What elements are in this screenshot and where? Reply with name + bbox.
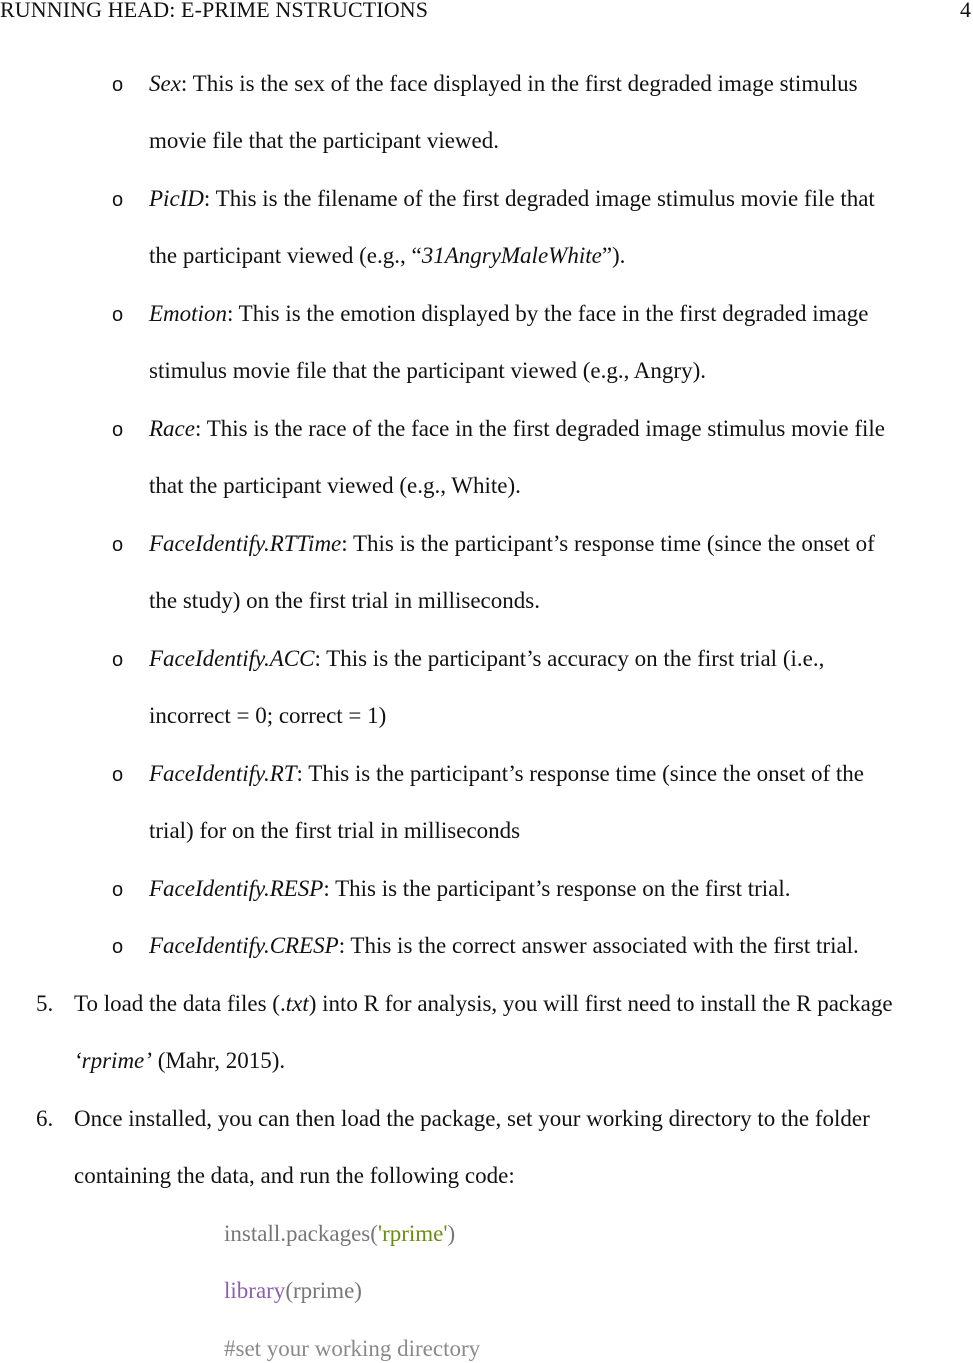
- step-number: 6.: [36, 1106, 54, 1131]
- field-term: Emotion: [149, 301, 227, 326]
- list-item: [149, 932, 859, 960]
- field-desc: : This is the participant’s accuracy on the first trial (i.e.,: [314, 646, 825, 671]
- field-term: FaceIdentify.RESP: [149, 876, 324, 901]
- field-desc: : This is the participant’s response time (since the onset of: [341, 531, 875, 556]
- field-desc: : This is the participant’s response time (since the onset of the: [296, 761, 864, 786]
- field-desc-cont: [149, 242, 625, 270]
- page-number: 4: [960, 0, 971, 22]
- step-text-cont: [74, 1047, 285, 1075]
- step-text-part: (Mahr, 2015).: [151, 1048, 286, 1073]
- field-term: Race: [149, 416, 195, 441]
- bullet-icon: o: [112, 304, 124, 326]
- step-text-part: ) into R for analysis, you will first need to install the R package: [308, 991, 893, 1016]
- field-desc: : This is the race of the face in the first degraded image stimulus movie file: [194, 416, 885, 441]
- code-line: [224, 1220, 455, 1248]
- field-desc-cont: stimulus movie file that the participant viewed (e.g., Angry).: [149, 358, 706, 383]
- code-line: [224, 1277, 362, 1305]
- field-term: FaceIdentify.ACC: [149, 646, 315, 671]
- field-term: Sex: [149, 71, 181, 96]
- bullet-icon: o: [112, 534, 124, 556]
- code-punct: ): [447, 1221, 456, 1246]
- field-desc: : This is the emotion displayed by the face in the first degraded image: [226, 301, 869, 326]
- bullet-icon: o: [112, 189, 124, 211]
- desc-text: ”).: [601, 243, 626, 268]
- field-desc-cont: movie file that the participant viewed.: [149, 128, 499, 153]
- list-item: [149, 760, 864, 788]
- bullet-icon: o: [112, 649, 124, 671]
- bullet-icon: o: [112, 74, 124, 96]
- package-name: ‘rprime’: [74, 1048, 152, 1073]
- field-desc-cont: incorrect = 0; correct = 1): [149, 703, 387, 728]
- list-item: [149, 530, 875, 558]
- code-args: (rprime): [285, 1278, 362, 1303]
- running-head-title: RUNNING HEAD: E-PRIME NSTRUCTIONS: [0, 0, 429, 22]
- field-term: PicID: [149, 186, 204, 211]
- field-desc: : This is the participant’s response on the first trial.: [323, 876, 791, 901]
- step-text-cont: containing the data, and run the following code:: [74, 1163, 515, 1188]
- bullet-icon: o: [112, 764, 124, 786]
- field-desc-cont: the study) on the first trial in milliseconds.: [149, 588, 540, 613]
- desc-text: the participant viewed (e.g., “: [149, 243, 422, 268]
- step-number: 5.: [36, 991, 54, 1016]
- field-desc: : This is the filename of the first degraded image stimulus movie file that: [203, 186, 875, 211]
- code-func: install.packages(: [224, 1221, 378, 1246]
- list-item: [149, 70, 858, 98]
- bullet-icon: o: [112, 419, 124, 441]
- code-string: 'rprime': [377, 1221, 448, 1246]
- list-item: [149, 645, 824, 673]
- bullet-icon: o: [112, 879, 124, 901]
- step-text-part: To load the data files (.: [74, 991, 286, 1016]
- list-item: [149, 415, 885, 443]
- list-item: [149, 185, 875, 213]
- list-item: [149, 875, 791, 903]
- step-text: Once installed, you can then load the package, set your working directory to the folder: [74, 1106, 870, 1131]
- field-desc: : This is the sex of the face displayed in the first degraded image stimulus: [180, 71, 858, 96]
- file-extension: txt: [285, 991, 309, 1016]
- code-keyword: library: [224, 1278, 286, 1303]
- field-term: FaceIdentify.CRESP: [149, 933, 339, 958]
- example-filename: 31AngryMaleWhite: [421, 243, 602, 268]
- field-term: FaceIdentify.RTTime: [149, 531, 342, 556]
- field-desc-cont: trial) for on the first trial in milliseconds: [149, 818, 521, 843]
- bullet-icon: o: [112, 936, 124, 958]
- code-comment: #set your working directory: [224, 1336, 481, 1361]
- list-item: [149, 300, 868, 328]
- field-desc: : This is the correct answer associated with the first trial.: [338, 933, 859, 958]
- running-header: [0, 0, 973, 24]
- step-text: [74, 990, 893, 1018]
- field-desc-cont: that the participant viewed (e.g., White).: [149, 473, 521, 498]
- field-term: FaceIdentify.RT: [149, 761, 297, 786]
